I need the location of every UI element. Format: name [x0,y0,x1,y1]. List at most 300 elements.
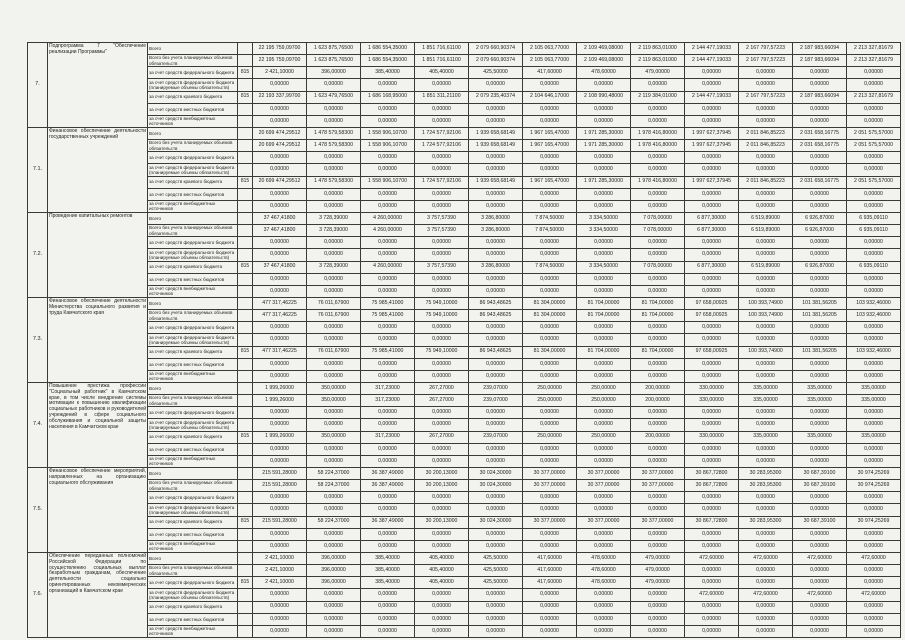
value-cell [523,601,577,613]
value-cell [523,334,577,346]
code-cell [238,249,253,261]
value-cell-text: 0,00000 [324,457,343,464]
value-cell-text: 1 978 416,80000 [638,129,677,136]
value-cell-text: 472,60000 [699,591,724,598]
source-cell [148,468,238,480]
value-cell-text: 0,00000 [432,287,451,294]
value-cell [577,128,631,140]
value-cell-text: 30 200,13000 [425,518,458,525]
value-cell [523,103,577,115]
code-cell-text [239,213,251,224]
value-cell-text: 0,00000 [702,166,721,173]
value-cell [685,468,739,480]
value-cell-text: 0,00000 [270,360,289,367]
value-cell-text: 76 011,67900 [317,311,350,318]
value-cell [847,565,901,577]
code-cell-text [239,602,251,613]
value-cell-text: 479,00000 [645,566,670,573]
value-cell [253,67,307,79]
value-cell [847,152,901,164]
value-cell-text: 81 704,00000 [641,299,674,306]
value-cell-text: 20 699 474,29512 [258,129,301,136]
source-cell-text: за счет средств федерального бюджета (планируемые объемы обязательств) [149,79,235,90]
value-cell [253,322,307,334]
value-cell [469,67,523,79]
value-cell [361,395,415,407]
value-cell [631,261,685,273]
value-cell [469,55,523,67]
num-cell-text: 7.3. [32,335,43,342]
name-cell-text: Подпрограмма 7 "Обеспечение реализации Программы" [49,43,146,55]
table-row [28,395,901,407]
value-cell [685,322,739,334]
value-cell-text: 0,00000 [810,445,829,452]
value-cell-text: 2 144 477,19033 [692,93,731,100]
value-cell [793,213,847,225]
value-cell-text: 0,00000 [432,457,451,464]
value-cell-text: 0,00000 [810,530,829,537]
value-cell-text: 478,60000 [591,69,616,76]
code-cell [238,553,253,565]
value-cell [469,407,523,419]
value-cell [577,152,631,164]
value-cell-text: 0,00000 [810,251,829,258]
value-cell [847,213,901,225]
value-cell [631,273,685,285]
value-cell [577,419,631,431]
value-cell [415,128,469,140]
value-cell [847,79,901,91]
value-cell-text: 0,00000 [540,421,559,428]
value-cell [253,249,307,261]
code-cell-text [239,407,251,418]
value-cell-text: 0,00000 [756,324,775,331]
value-cell [469,273,523,285]
value-cell [739,370,793,382]
value-cell-text: 0,00000 [648,239,667,246]
value-cell-text: 0,00000 [378,542,397,549]
value-cell-text: 6 926,87000 [805,263,834,270]
value-cell [847,249,901,261]
table-row [28,261,901,273]
value-cell [739,589,793,601]
value-cell [253,298,307,310]
value-cell [415,140,469,152]
name-cell-text: Повышение престижа профессии "Социальный работник" в Камчатском крае, в том числе внедрение системы мотивации к повышению квалификации социальных работников и руководителей учреждений в сфере социального обслуживания и социальной защиты населения в Камчатском крае [49,383,146,430]
value-cell-text: 0,00000 [810,69,829,76]
value-cell-text: 425,50000 [483,554,508,561]
value-cell [793,540,847,552]
value-cell [577,200,631,212]
value-cell [847,492,901,504]
value-cell [739,455,793,467]
value-cell [307,553,361,565]
code-cell [238,334,253,346]
value-cell [415,334,469,346]
value-cell [685,419,739,431]
value-cell-text: 7 874,50000 [535,263,564,270]
value-cell-text: 0,00000 [648,287,667,294]
value-cell-text: 0,00000 [594,409,613,416]
value-cell [631,358,685,370]
value-cell [361,504,415,516]
value-cell [685,67,739,79]
value-cell-text: 479,00000 [645,69,670,76]
value-cell-text: 2 031 658,16775 [800,141,839,148]
value-cell [793,152,847,164]
value-cell-text: 0,00000 [864,457,883,464]
value-cell [307,43,361,55]
value-cell [739,43,793,55]
value-cell-text: 0,00000 [810,324,829,331]
value-cell-text: 1 558 906,10700 [368,178,407,185]
value-cell-text: 3 334,50000 [589,226,618,233]
code-cell-text [239,444,251,455]
value-cell-text: 30 687,39100 [803,518,836,525]
value-cell-text: 2 187 983,66094 [800,44,839,51]
value-cell [361,528,415,540]
value-cell-text: 2 167 797,57223 [746,56,785,63]
value-cell [847,540,901,552]
value-cell-text: 2 011 846,85223 [746,129,785,136]
value-cell [523,67,577,79]
value-cell-text: 1 478 579,58300 [314,141,353,148]
value-cell-text: 0,00000 [486,166,505,173]
value-cell-text: 0,00000 [486,275,505,282]
value-cell [415,164,469,176]
value-cell-text: 1 851 716,61100 [422,44,461,51]
value-cell-text: 0,00000 [432,603,451,610]
value-cell-text: 0,00000 [648,202,667,209]
source-cell-text: за счет средств краевого бюджета [149,94,223,100]
value-cell [523,225,577,237]
source-cell-text: за счет средств федерального бюджета (планируемые объемы обязательств) [149,589,235,600]
value-cell-text: 0,00000 [864,202,883,209]
value-cell-text: 0,00000 [702,360,721,367]
source-cell-text: за счет средств внебюджетных источников [149,456,216,467]
table-row [28,419,901,431]
value-cell [793,431,847,443]
value-cell [253,395,307,407]
value-cell [469,370,523,382]
budget-table [27,42,901,638]
code-cell-text [239,383,251,394]
value-cell [793,601,847,613]
source-cell [148,455,238,467]
value-cell [577,273,631,285]
value-cell [631,601,685,613]
value-cell [253,601,307,613]
value-cell-text: 2 213 327,81679 [854,44,893,51]
value-cell [739,285,793,297]
value-cell [361,492,415,504]
value-cell [739,577,793,589]
source-cell [148,128,238,140]
value-cell [523,419,577,431]
value-cell [739,516,793,528]
code-cell [238,55,253,67]
value-cell [793,115,847,127]
value-cell [253,79,307,91]
value-cell-text: 30 867,72800 [695,481,728,488]
value-cell-text: 0,00000 [270,591,289,598]
source-cell-text: за счет средств федерального бюджета (планируемые объемы обязательств) [149,164,235,175]
value-cell-text: 36 387,49000 [371,481,404,488]
value-cell-text: 0,00000 [810,81,829,88]
value-cell-text: 6 926,87000 [805,226,834,233]
value-cell-text: 100 393,74900 [748,311,783,318]
source-cell-text: за счет средств федерального бюджета [149,240,235,246]
value-cell [253,419,307,431]
value-cell [415,225,469,237]
value-cell [577,249,631,261]
value-cell [361,285,415,297]
value-cell [307,455,361,467]
value-cell-text: 0,00000 [864,190,883,197]
value-cell-text: 0,00000 [864,105,883,112]
value-cell [307,480,361,492]
value-cell-text: 0,00000 [432,324,451,331]
table-row [28,528,901,540]
value-cell [739,468,793,480]
value-cell-text: 1 967 165,47000 [530,178,569,185]
value-cell [847,164,901,176]
value-cell [415,237,469,249]
value-cell [415,553,469,565]
value-cell-text: 0,00000 [324,627,343,634]
source-cell [148,298,238,310]
value-cell [307,164,361,176]
value-cell [469,261,523,273]
value-cell [685,249,739,261]
value-cell-text: 0,00000 [432,202,451,209]
code-cell [238,528,253,540]
value-cell [523,322,577,334]
code-cell [238,480,253,492]
value-cell-text: 3 286,80000 [481,214,510,221]
value-cell [847,528,901,540]
value-cell-text: 1 478 579,58300 [314,178,353,185]
value-cell-text: 239,07000 [483,384,508,391]
value-cell-text: 2 167 797,57223 [746,93,785,100]
code-cell-text: 815 [240,178,250,185]
value-cell [469,516,523,528]
value-cell [415,565,469,577]
value-cell-text: 396,00000 [321,579,346,586]
value-cell-text: 0,00000 [810,372,829,379]
value-cell-text: 30 200,13000 [425,481,458,488]
value-cell [793,261,847,273]
num-cell [28,213,48,298]
value-cell [793,91,847,103]
value-cell-text: 0,00000 [540,105,559,112]
value-cell [847,261,901,273]
code-cell [238,431,253,443]
table-row [28,443,901,455]
value-cell-text: 0,00000 [864,336,883,343]
value-cell-text: 86 943,48625 [479,348,512,355]
value-cell-text: 0,00000 [270,615,289,622]
code-cell-text: 815 [240,579,250,586]
value-cell-text: 0,00000 [486,421,505,428]
value-cell-text: 0,00000 [540,494,559,501]
value-cell [847,370,901,382]
value-cell-text: 0,00000 [540,324,559,331]
value-cell [415,249,469,261]
source-cell-text: за счет средств местных бюджетов [149,191,225,197]
source-cell [148,395,238,407]
value-cell-text: 0,00000 [864,275,883,282]
value-cell [307,79,361,91]
source-cell [148,480,238,492]
value-cell [361,115,415,127]
value-cell [793,55,847,67]
table-row [28,577,901,589]
value-cell-text: 0,00000 [270,421,289,428]
value-cell-text: 1 999,26000 [265,384,294,391]
value-cell-text: 478,60000 [591,554,616,561]
value-cell-text: 0,00000 [540,457,559,464]
value-cell-text: 0,00000 [324,324,343,331]
source-cell [148,79,238,91]
table-row [28,468,901,480]
value-cell-text: 0,00000 [864,566,883,573]
value-cell-text: 0,00000 [378,81,397,88]
value-cell [685,577,739,589]
value-cell-text: 2 108 990,48000 [584,93,623,100]
value-cell [415,370,469,382]
value-cell-text: 30 974,25269 [857,518,890,525]
value-cell [361,407,415,419]
code-cell [238,225,253,237]
name-cell [48,553,148,638]
table-row [28,370,901,382]
value-cell-text: 0,00000 [594,105,613,112]
value-cell-text: 267,27000 [429,384,454,391]
value-cell [253,140,307,152]
value-cell [739,249,793,261]
value-cell [361,261,415,273]
code-cell [238,383,253,395]
source-cell [148,577,238,589]
value-cell [577,225,631,237]
value-cell-text: 75 985,41000 [371,311,404,318]
value-cell [631,492,685,504]
value-cell-text: 101 381,56205 [802,311,837,318]
value-cell [415,213,469,225]
value-cell [847,431,901,443]
value-cell-text: 0,00000 [432,494,451,501]
source-cell [148,213,238,225]
value-cell [739,565,793,577]
value-cell [415,91,469,103]
source-cell-text: Всего [149,45,162,51]
value-cell [415,358,469,370]
value-cell [415,188,469,200]
value-cell-text: 1 997 627,37945 [692,129,731,136]
code-cell [238,504,253,516]
value-cell-text: 0,00000 [648,324,667,331]
value-cell [631,249,685,261]
table-row [28,322,901,334]
value-cell [415,103,469,115]
value-cell-text: 81 304,00000 [533,299,566,306]
value-cell [415,431,469,443]
value-cell-text: 1 967 165,47000 [530,129,569,136]
value-cell [415,273,469,285]
value-cell-text: 0,00000 [486,190,505,197]
value-cell [523,176,577,188]
value-cell-text: 0,00000 [702,603,721,610]
value-cell [469,553,523,565]
value-cell-text: 0,00000 [648,117,667,124]
value-cell [793,455,847,467]
value-cell [415,67,469,79]
value-cell-text: 0,00000 [540,360,559,367]
value-cell [523,553,577,565]
value-cell-text: 0,00000 [270,336,289,343]
value-cell-text: 0,00000 [702,275,721,282]
value-cell-text: 0,00000 [324,287,343,294]
value-cell-text: 6 877,30000 [697,214,726,221]
value-cell [685,91,739,103]
value-cell-text: 0,00000 [594,494,613,501]
table-row [28,103,901,115]
value-cell-text: 0,00000 [756,627,775,634]
value-cell [307,91,361,103]
value-cell [685,79,739,91]
value-cell-text: 30 377,00000 [587,481,620,488]
value-cell [631,200,685,212]
value-cell [253,577,307,589]
value-cell-text: 0,00000 [756,615,775,622]
value-cell-text: 0,00000 [702,457,721,464]
value-cell-text: 2 011 846,85223 [746,178,785,185]
value-cell-text: 0,00000 [648,615,667,622]
value-cell [577,67,631,79]
value-cell-text: 0,00000 [756,530,775,537]
value-cell-text: 0,00000 [540,506,559,513]
value-cell-text: 0,00000 [756,154,775,161]
code-cell [238,322,253,334]
value-cell [361,358,415,370]
value-cell-text: 0,00000 [378,360,397,367]
value-cell-text: 0,00000 [486,287,505,294]
num-cell [28,383,48,468]
value-cell [361,213,415,225]
table-body [28,43,901,638]
value-cell-text: 0,00000 [324,336,343,343]
value-cell-text: 335,00000 [861,384,886,391]
value-cell [685,334,739,346]
value-cell [523,200,577,212]
source-cell [148,419,238,431]
value-cell [523,383,577,395]
value-cell [631,128,685,140]
value-cell [631,285,685,297]
value-cell-text: 1 686 554,35000 [368,44,407,51]
source-cell-text: за счет средств местных бюджетов [149,446,225,452]
table-row [28,67,901,79]
value-cell-text: 472,60000 [861,591,886,598]
value-cell-text: 350,00000 [321,384,346,391]
value-cell [631,152,685,164]
source-cell-text: за счет средств федерального бюджета (планируемые объемы обязательств) [149,419,235,430]
value-cell [577,431,631,443]
source-cell [148,589,238,601]
value-cell [523,152,577,164]
table-row [28,565,901,577]
